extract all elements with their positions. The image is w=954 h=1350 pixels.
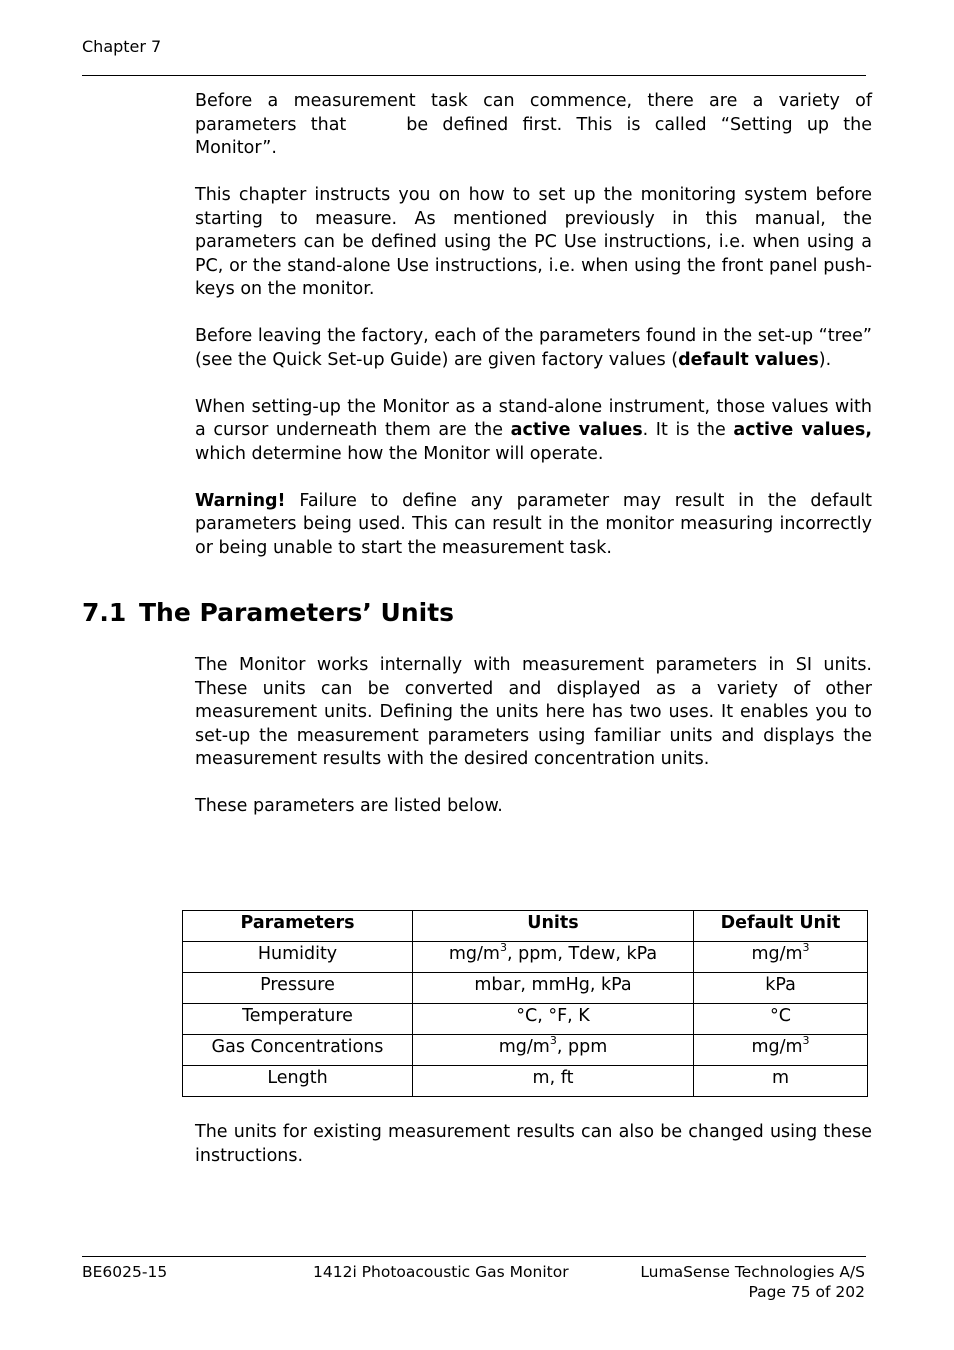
table-row <box>183 1035 868 1066</box>
default-unit-text: °C <box>770 1006 791 1026</box>
intro-p1-end: be defined first. This is called “Setting up the Monitor”. <box>195 114 872 158</box>
units-text: m, ft <box>532 1068 574 1088</box>
units-text-rest: , ppm <box>556 1037 608 1057</box>
cell-units <box>413 1004 694 1035</box>
table-row <box>183 973 868 1004</box>
cell-parameter <box>183 942 413 973</box>
units-text: mg/m <box>498 1037 550 1057</box>
closing-paragraph: The units for existing measurement results can also be changed using these instructions. <box>195 1122 872 1166</box>
default-unit-text: mg/m <box>751 944 803 964</box>
footer-page-number: Page 75 of 202 <box>748 1283 865 1301</box>
units-superscript: 3 <box>499 941 507 954</box>
cell-parameter <box>183 1066 413 1097</box>
intro-paragraph-4 <box>195 396 872 467</box>
section-paragraph-1: The Monitor works internally with measurement parameters in SI units. These units can be converted and displayed as a variety of other measurement units. Defining the units here has two uses. It enables you to set-up the measurement parameters using familiar units and displays the measurement results with the desired concentration units. <box>195 655 872 769</box>
intro-paragraph-3 <box>195 325 872 372</box>
cell-parameter <box>183 973 413 1004</box>
cell-default-unit <box>694 1035 868 1066</box>
units-text: mg/m <box>448 944 500 964</box>
default-unit-superscript: 3 <box>802 941 810 954</box>
units-text: °C, °F, K <box>516 1006 590 1026</box>
chapter-label: Chapter 7 <box>82 37 162 56</box>
units-superscript: 3 <box>549 1034 557 1047</box>
parameter-name: Gas Concentrations <box>211 1037 384 1057</box>
intro-p4-start: When setting-up the Monitor as a stand-alone instrument, those values with a cursor underneath them are the <box>195 396 872 440</box>
footer-product: 1412i Photoacoustic Gas Monitor <box>313 1263 569 1281</box>
section-number: 7.1 <box>82 598 127 627</box>
table-header-row <box>183 911 868 942</box>
header-rule <box>82 75 866 76</box>
warning-paragraph <box>195 490 872 561</box>
header-units: Units <box>413 911 694 942</box>
parameter-name: Temperature <box>242 1006 353 1026</box>
parameter-name: Length <box>267 1068 328 1088</box>
default-values-term: default values <box>678 349 819 370</box>
cell-default-unit <box>694 973 868 1004</box>
footer-rule <box>82 1256 866 1257</box>
cell-units <box>413 1035 694 1066</box>
section-text <box>195 654 872 842</box>
units-table <box>182 910 868 1097</box>
default-unit-text: kPa <box>765 975 796 995</box>
units-text-rest: , ppm, Tdew, kPa <box>506 944 658 964</box>
active-values-term-2: active values, <box>733 420 872 440</box>
warning-label: Warning! <box>195 490 286 511</box>
section-paragraph-2: These parameters are listed below. <box>195 796 503 816</box>
units-text: mbar, mmHg, kPa <box>474 975 632 995</box>
section-title: The Parameters’ Units <box>139 598 455 627</box>
header-default-unit: Default Unit <box>694 911 868 942</box>
closing-text <box>195 1121 872 1168</box>
intro-paragraph-1 <box>195 90 872 161</box>
footer-company: LumaSense Technologies A/S <box>640 1263 865 1281</box>
table-row <box>183 1004 868 1035</box>
intro-p3-end: ). <box>818 349 832 370</box>
intro-p4-end: which determine how the Monitor will operate. <box>195 443 604 464</box>
parameter-name: Pressure <box>260 975 335 995</box>
intro-p4-middle: . It is the <box>642 420 734 440</box>
parameter-name: Humidity <box>257 944 338 964</box>
cell-parameter <box>183 1035 413 1066</box>
active-values-term: active values <box>510 420 643 440</box>
table-row <box>183 1066 868 1097</box>
intro-text <box>195 90 872 584</box>
cell-units <box>413 1066 694 1097</box>
header-parameters: Parameters <box>183 911 413 942</box>
intro-paragraph-2: This chapter instructs you on how to set up the monitoring system before starting to measure. As mentioned previously in this manual, the parameters can be defined using the PC Use instructions, i.e. when using a PC, or the stand-alone Use instructions, i.e. when using the front panel push-keys on the monitor. <box>195 185 872 299</box>
cell-default-unit <box>694 1066 868 1097</box>
default-unit-text: m <box>771 1068 790 1088</box>
default-unit-text: mg/m <box>751 1037 803 1057</box>
cell-units <box>413 942 694 973</box>
footer-right <box>640 1262 865 1302</box>
cell-default-unit <box>694 1004 868 1035</box>
cell-parameter <box>183 1004 413 1035</box>
section-heading <box>82 598 454 627</box>
warning-text: Failure to define any parameter may result in the default parameters being used. This can result in the monitor measuring incorrectly or being unable to start the measurement task. <box>195 490 872 558</box>
table-row <box>183 942 868 973</box>
table-body <box>183 942 868 1097</box>
cell-units <box>413 973 694 1004</box>
intro-p3-start: Before leaving the factory, each of the parameters found in the set-up “tree” (see the Quick Set-up Guide) are given factory values ( <box>195 326 872 370</box>
intro-p1-start: Before a measurement task can commence, there are a variety of parameters that <box>195 91 872 135</box>
footer-doc-id: BE6025-15 <box>82 1263 168 1281</box>
cell-default-unit <box>694 942 868 973</box>
default-unit-superscript: 3 <box>802 1034 810 1047</box>
